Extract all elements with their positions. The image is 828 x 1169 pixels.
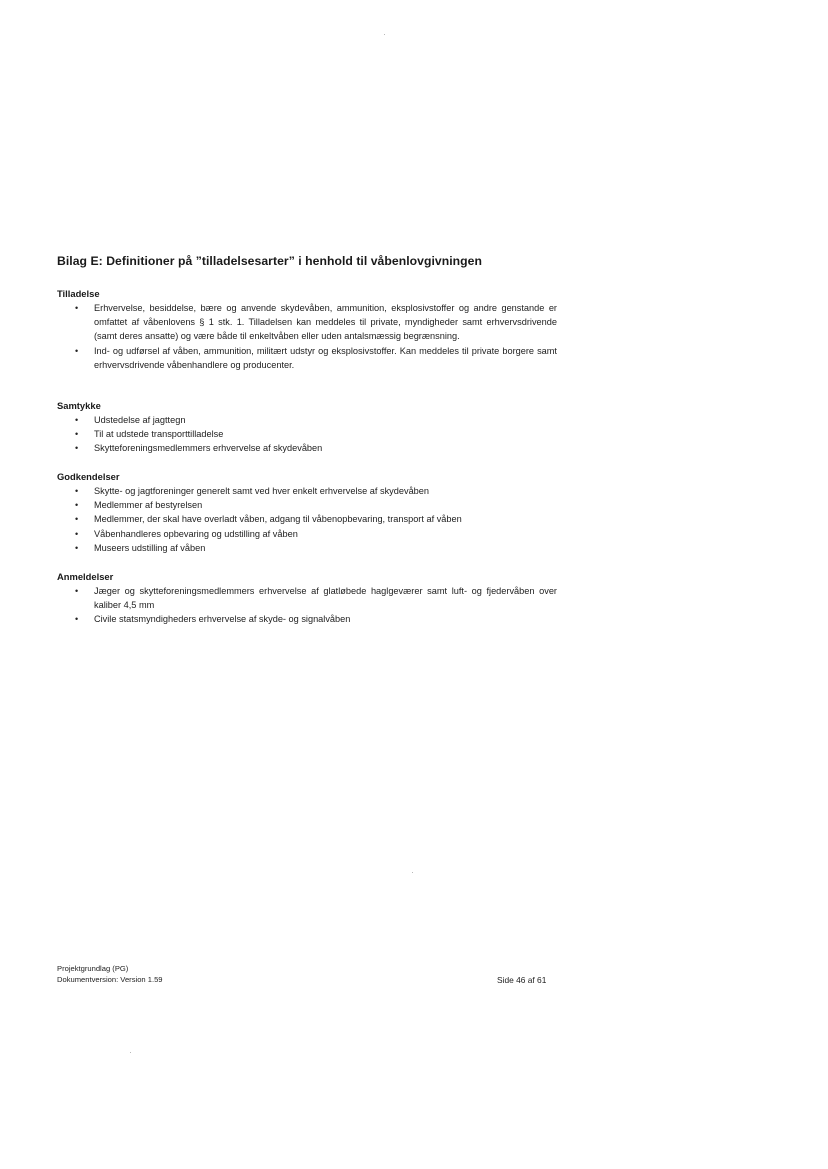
bullet-icon: •: [75, 443, 79, 454]
scan-speck: [412, 872, 413, 873]
footer-left: [57, 963, 163, 985]
list-item-text: Civile statsmyndigheders erhvervelse af skyde- og signalvåben: [94, 614, 351, 625]
bullet-icon: •: [75, 303, 79, 313]
footer-project: Projektgrundlag (PG): [57, 964, 129, 973]
list-item-text: Våbenhandleres opbevaring og udstilling af våben: [94, 528, 298, 539]
section-godkendelser: [57, 470, 557, 555]
list-item-text: Museers udstilling af våben: [94, 542, 206, 553]
list-item: [57, 301, 557, 344]
list-item-text: Erhvervelse, besiddelse, bære og anvende skydevåben, ammunition, eksplosivstoffer og andre genstande er omfattet af våbenlovens § 1 stk. 1. Tilladelsen kan meddeles til private, myndigheder samt erhvervsdrivende (samt deres ansatte) og være både til enkeltvåben eller uden antalsmæssig begrænsning.: [94, 303, 557, 342]
list-item: [57, 512, 557, 526]
list-item-text: Udstedelse af jagttegn: [94, 415, 186, 425]
bullet-icon: •: [75, 586, 79, 596]
bullet-icon: •: [75, 528, 79, 539]
list-item: [57, 344, 557, 372]
document-title: Bilag E: Definitioner på ”tilladelsesarter” i henhold til våbenlovgivningen: [57, 254, 482, 268]
footer-version: Dokumentversion: Version 1.59: [57, 975, 163, 984]
section-anmeldelser: [57, 570, 557, 627]
list-item: [57, 498, 557, 512]
section-heading: Godkendelser: [57, 471, 120, 482]
bullet-icon: •: [75, 514, 79, 525]
section-tilladelse: [57, 287, 557, 372]
bullet-icon: •: [75, 415, 79, 425]
section-heading: Tilladelse: [57, 288, 100, 299]
bullet-list: [57, 413, 557, 456]
bullet-icon: •: [75, 486, 79, 496]
list-item: [57, 484, 557, 498]
bullet-list: [57, 484, 557, 555]
list-item-text: Til at udstede transporttilladelse: [94, 429, 224, 440]
section-heading: Samtykke: [57, 400, 101, 411]
list-item: [57, 584, 557, 612]
bullet-list: [57, 584, 557, 627]
list-item-text: Jæger og skytteforeningsmedlemmers erhvervelse af glatløbede haglgeværer samt luft- og fjedervåben over kaliber 4,5 mm: [94, 586, 557, 611]
list-item-text: Skytteforeningsmedlemmers erhvervelse af skydevåben: [94, 443, 323, 454]
bullet-icon: •: [75, 500, 79, 511]
list-item: [57, 441, 557, 455]
list-item: [57, 427, 557, 441]
list-item-text: Medlemmer af bestyrelsen: [94, 500, 203, 511]
footer-page-number: Side 46 af 61: [497, 975, 547, 985]
bullet-icon: •: [75, 429, 79, 440]
section-samtykke: [57, 399, 557, 456]
bullet-icon: •: [75, 542, 79, 553]
list-item: [57, 612, 557, 626]
list-item: [57, 541, 557, 555]
list-item: [57, 413, 557, 427]
list-item-text: Medlemmer, der skal have overladt våben, adgang til våbenopbevaring, transport af våben: [94, 514, 462, 525]
bullet-icon: •: [75, 614, 79, 625]
list-item: [57, 527, 557, 541]
bullet-icon: •: [75, 345, 79, 356]
list-item-text: Skytte- og jagtforeninger generelt samt ved hver enkelt erhvervelse af skydevåben: [94, 486, 430, 496]
section-heading: Anmeldelser: [57, 571, 114, 582]
bullet-list: [57, 301, 557, 372]
scan-speck: [384, 34, 385, 35]
list-item-text: Ind- og udførsel af våben, ammunition, militært udstyr og eksplosivstoffer. Kan meddeles til private borgere samt erhvervsdrivende våbenhandlere og producenter.: [94, 345, 557, 370]
scan-speck: [130, 1052, 131, 1053]
